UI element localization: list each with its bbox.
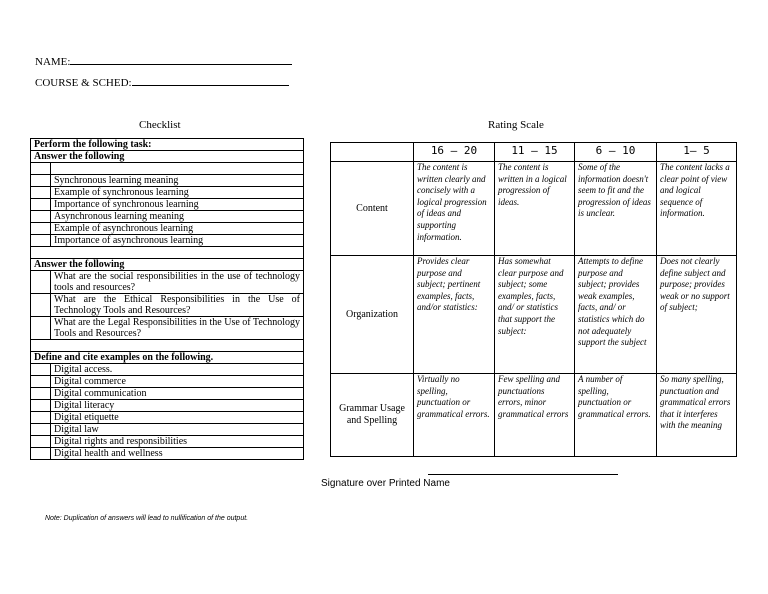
- checkbox-cell[interactable]: [31, 388, 51, 400]
- checklist-row: [31, 199, 304, 211]
- checkbox-cell[interactable]: [31, 412, 51, 424]
- checklist-item: Digital access.: [51, 364, 304, 376]
- course-field[interactable]: [132, 76, 289, 86]
- checkbox-cell[interactable]: [31, 211, 51, 223]
- checklist-row: [31, 271, 304, 294]
- checklist-task-heading: Perform the following task:: [31, 139, 304, 151]
- checkbox-cell[interactable]: [31, 448, 51, 460]
- checklist-group-heading: Answer the following: [31, 151, 304, 163]
- signature-label: Signature over Printed Name: [321, 478, 450, 489]
- rubric-descriptor: So many spelling, punctuation and grammatical errors that it interferes with the meaning: [657, 374, 737, 457]
- checklist-item: What are the Legal Responsibilities in the Use of Technology Tools and Resources?: [51, 317, 304, 340]
- checklist-title: Checklist: [139, 119, 181, 131]
- checklist-item: Synchronous learning meaning: [51, 175, 304, 187]
- rubric-criterion: Content: [331, 162, 414, 256]
- checkbox-cell[interactable]: [31, 187, 51, 199]
- checklist-item: Digital etiquette: [51, 412, 304, 424]
- checkbox-cell[interactable]: [31, 436, 51, 448]
- rubric-descriptor: Does not clearly define subject and purpose; provides weak or no support of subject;: [657, 256, 737, 374]
- checklist-spacer-row: [31, 163, 304, 175]
- rubric-score-header: 11 – 15: [495, 143, 575, 162]
- checklist-group-heading-row: [31, 151, 304, 163]
- checklist-item: Importance of asynchronous learning: [51, 235, 304, 247]
- checklist-item: Digital communication: [51, 388, 304, 400]
- rubric-descriptor: Provides clear purpose and subject; pertinent examples, facts, and/or statistics:: [414, 256, 495, 374]
- rubric-score-header: 6 – 10: [575, 143, 657, 162]
- checklist-row: [31, 448, 304, 460]
- rubric-criterion: Grammar Usage and Spelling: [331, 374, 414, 457]
- rubric-descriptor: Some of the information doesn't seem to fit and the progression of ideas is unclear.: [575, 162, 657, 256]
- rubric-row-organization: [331, 256, 737, 374]
- checklist-row: [31, 211, 304, 223]
- checklist-row: [31, 376, 304, 388]
- checklist-row: [31, 364, 304, 376]
- checklist-item: Digital law: [51, 424, 304, 436]
- checklist-item: Digital commerce: [51, 376, 304, 388]
- checklist-row: [31, 424, 304, 436]
- checkbox-cell[interactable]: [31, 175, 51, 187]
- checkbox-cell[interactable]: [31, 424, 51, 436]
- name-label: NAME:: [35, 56, 71, 68]
- checklist-item: Example of synchronous learning: [51, 187, 304, 199]
- rubric-descriptor: Few spelling and punctuations errors, minor grammatical errors: [495, 374, 575, 457]
- checkbox-cell[interactable]: [31, 364, 51, 376]
- rubric-header-row: [331, 143, 737, 162]
- checklist-row: [31, 412, 304, 424]
- rating-scale-title: Rating Scale: [488, 119, 544, 131]
- checklist-row: [31, 294, 304, 317]
- checklist-table: [30, 138, 304, 460]
- rubric-row-grammar: [331, 374, 737, 457]
- checklist-row: [31, 388, 304, 400]
- signature-line[interactable]: [428, 474, 618, 475]
- name-field[interactable]: [70, 55, 292, 65]
- rating-scale-table: [330, 142, 737, 457]
- name-line: [35, 55, 292, 68]
- checklist-row: [31, 436, 304, 448]
- rubric-descriptor: A number of spelling, punctuation or grammatical errors.: [575, 374, 657, 457]
- checklist-row: [31, 317, 304, 340]
- checklist-row: [31, 223, 304, 235]
- checkbox-cell[interactable]: [31, 235, 51, 247]
- checklist-row: [31, 400, 304, 412]
- checkbox-cell[interactable]: [31, 294, 51, 317]
- rubric-criterion: Organization: [331, 256, 414, 374]
- rubric-score-header: 1– 5: [657, 143, 737, 162]
- rubric-descriptor: Attempts to define purpose and subject; provides weak examples, facts, and/ or statistics which do not adequately support the subject: [575, 256, 657, 374]
- checklist-group-heading: Answer the following: [31, 259, 304, 271]
- footnote: Note: Duplication of answers will lead to nullification of the output.: [45, 515, 249, 522]
- rubric-descriptor: Virtually no spelling, punctuation or grammatical errors.: [414, 374, 495, 457]
- checkbox-cell[interactable]: [31, 199, 51, 211]
- checklist-item: What are the social responsibilities in the use of technology tools and resources?: [51, 271, 304, 294]
- rubric-descriptor: The content is written clearly and concisely with a logical progression of ideas and supporting information.: [414, 162, 495, 256]
- rubric-corner-cell: [331, 143, 414, 162]
- checkbox-cell[interactable]: [31, 376, 51, 388]
- checklist-item: Digital health and wellness: [51, 448, 304, 460]
- rubric-descriptor: The content lacks a clear point of view and logical sequence of information.: [657, 162, 737, 256]
- rubric-descriptor: Has somewhat clear purpose and subject; some examples, facts, and/ or statistics that support the subject:: [495, 256, 575, 374]
- checklist-group-heading-row: [31, 259, 304, 271]
- checklist-spacer-row: [31, 247, 304, 259]
- checkbox-cell[interactable]: [31, 317, 51, 340]
- course-line: [35, 76, 289, 89]
- checklist-item: Digital literacy: [51, 400, 304, 412]
- course-label: COURSE & SCHED:: [35, 77, 132, 89]
- checklist-item: Importance of synchronous learning: [51, 199, 304, 211]
- rubric-score-header: 16 – 20: [414, 143, 495, 162]
- checklist-spacer-row: [31, 340, 304, 352]
- checklist-item: Example of asynchronous learning: [51, 223, 304, 235]
- checklist-row: [31, 235, 304, 247]
- checklist-row: [31, 187, 304, 199]
- checklist-item: Asynchronous learning meaning: [51, 211, 304, 223]
- checklist-group-heading-row: [31, 352, 304, 364]
- checklist-item: What are the Ethical Responsibilities in the Use of Technology Tools and Resources?: [51, 294, 304, 317]
- checklist-task-row: [31, 139, 304, 151]
- checklist-item: Digital rights and responsibilities: [51, 436, 304, 448]
- rubric-descriptor: The content is written in a logical progression of ideas.: [495, 162, 575, 256]
- checkbox-cell[interactable]: [31, 400, 51, 412]
- checkbox-cell[interactable]: [31, 271, 51, 294]
- checkbox-cell[interactable]: [31, 223, 51, 235]
- rubric-row-content: [331, 162, 737, 256]
- checklist-row: [31, 175, 304, 187]
- checklist-group-heading: Define and cite examples on the following.: [31, 352, 304, 364]
